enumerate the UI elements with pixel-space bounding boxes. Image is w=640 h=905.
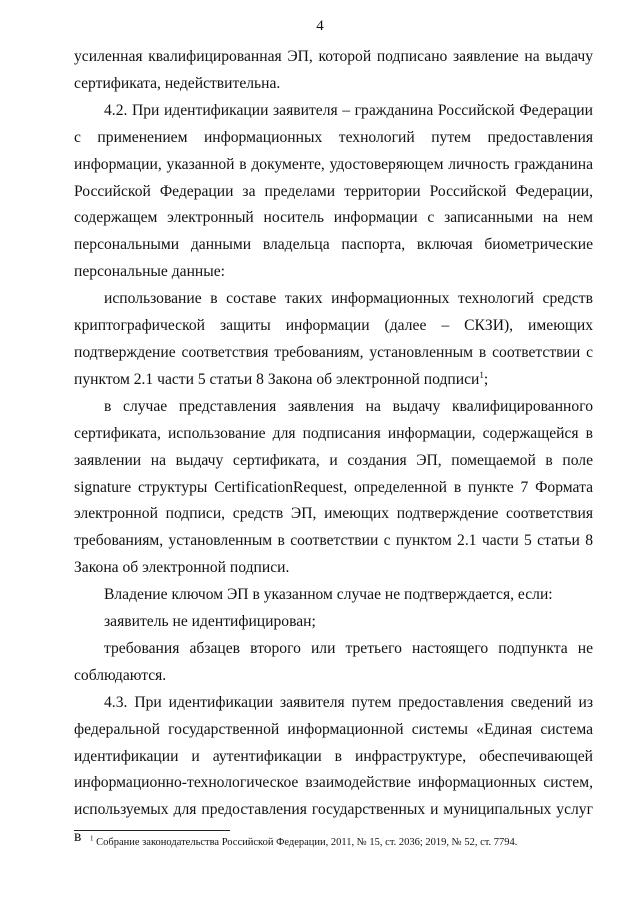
- page-number: 4: [316, 18, 324, 34]
- footnote: [90, 836, 590, 850]
- paragraph-4-3: 4.3. При идентификации заявителя путем предоставления сведений из федеральной государственной информационной системы «Единая система идентификации и аутентификации в инфраструктуре, обеспечивающей информационно-технологическое взаимодействие информационных систем, используемых для предоставления государственных и муниципальных услуг в: [74, 693, 593, 846]
- footnote-text: Собрание законодательства Российской Федерации, 2011, № 15, ст. 2036; 2019, № 52, ст. 7794.: [96, 837, 518, 848]
- footnote-separator: [74, 830, 230, 831]
- paragraph-continuation: усиленная квалифицированная ЭП, которой подписано заявление на выдачу сертификата, недействительна.: [74, 48, 593, 92]
- paragraph-4-2: 4.2. При идентификации заявителя – гражданина Российской Федерации с применением информационных технологий путем предоставления информации, указанной в документе, удостоверяющем личность гражданина Российской Федерации за пределами территории Российской Федерации, содержащем электронный носитель информации с записанными на нем персональными данными владельца паспорта, включая биометрические персональные данные:: [74, 101, 593, 281]
- paragraph-certificate-request: в случае представления заявления на выдачу квалифицированного сертификата, использование для подписания информации, содержащейся в заявлении на выдачу сертификата, и создания ЭП, помещаемой в поле signature структуры CertificationRequest, определенной в пункте 7 Формата электронной подписи, средств ЭП, имеющих подтверждение соответствия требованиям, установленным в соответствии с пунктом 2.1 части 5 статьи 8 Закона об электронной подписи.: [74, 397, 593, 577]
- paragraph-skzi: [74, 286, 593, 394]
- footnote-reference: 1: [479, 369, 484, 380]
- paragraph-skzi-text: использование в составе таких информационных технологий средств криптографической защиты информации (далее – СКЗИ), имеющих подтверждение соответствия требованиям, установленным в соответствии с пунктом 2.1 части 5 статьи 8 Закона об электронной подписи: [74, 290, 593, 388]
- body-text: [74, 44, 593, 851]
- footnote-mark: 1: [90, 834, 94, 843]
- paragraph-skzi-end: ;: [483, 370, 489, 388]
- paragraph-not-identified: заявитель не идентифицирован;: [104, 613, 316, 631]
- paragraph-key-ownership: Владение ключом ЭП в указанном случае не подтверждается, если:: [104, 586, 553, 604]
- paragraph-requirements: требования абзацев второго или третьего настоящего подпункта не соблюдаются.: [74, 639, 593, 684]
